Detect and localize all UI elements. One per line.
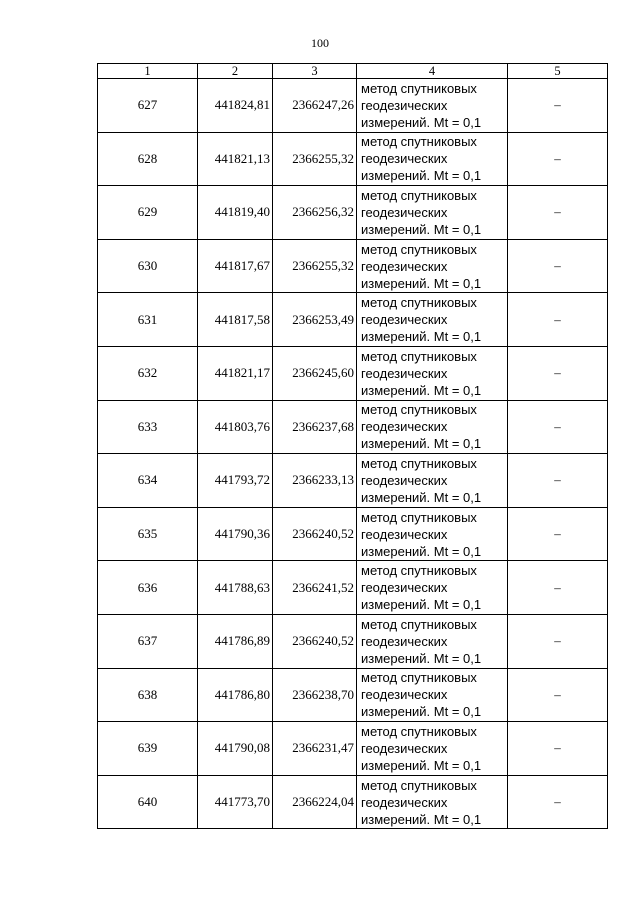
table-row [98, 454, 608, 508]
table-row [98, 293, 608, 347]
table-body [98, 79, 608, 829]
method-cell: метод спутниковых геодезических измерений. Mt = 0,1 [357, 775, 508, 829]
table-row [98, 79, 608, 133]
x-coordinate-cell: 441819,40 [198, 186, 273, 240]
x-coordinate-cell: 441821,17 [198, 346, 273, 400]
point-number-cell: 632 [98, 346, 198, 400]
y-coordinate-cell: 2366231,47 [273, 722, 357, 776]
method-cell: метод спутниковых геодезических измерений. Mt = 0,1 [357, 722, 508, 776]
page-number: 100 [311, 36, 329, 50]
x-coordinate-cell: 441773,70 [198, 775, 273, 829]
point-number-cell: 628 [98, 132, 198, 186]
note-cell: – [508, 507, 608, 561]
table-row [98, 668, 608, 722]
x-coordinate-cell: 441821,13 [198, 132, 273, 186]
method-cell: метод спутниковых геодезических измерений. Mt = 0,1 [357, 668, 508, 722]
y-coordinate-cell: 2366240,52 [273, 507, 357, 561]
column-header-4: 4 [357, 64, 508, 79]
note-cell: – [508, 561, 608, 615]
table-row [98, 186, 608, 240]
note-cell: – [508, 186, 608, 240]
coordinates-table [97, 63, 608, 829]
y-coordinate-cell: 2366253,49 [273, 293, 357, 347]
y-coordinate-cell: 2366233,13 [273, 454, 357, 508]
x-coordinate-cell: 441793,72 [198, 454, 273, 508]
column-header-1: 1 [98, 64, 198, 79]
y-coordinate-cell: 2366247,26 [273, 79, 357, 133]
point-number-cell: 634 [98, 454, 198, 508]
method-cell: метод спутниковых геодезических измерений. Mt = 0,1 [357, 454, 508, 508]
method-cell: метод спутниковых геодезических измерений. Mt = 0,1 [357, 186, 508, 240]
y-coordinate-cell: 2366241,52 [273, 561, 357, 615]
method-cell: метод спутниковых геодезических измерений. Mt = 0,1 [357, 293, 508, 347]
table-row [98, 614, 608, 668]
point-number-cell: 629 [98, 186, 198, 240]
method-cell: метод спутниковых геодезических измерений. Mt = 0,1 [357, 561, 508, 615]
table-row [98, 507, 608, 561]
point-number-cell: 633 [98, 400, 198, 454]
y-coordinate-cell: 2366240,52 [273, 614, 357, 668]
table-row [98, 400, 608, 454]
note-cell: – [508, 400, 608, 454]
note-cell: – [508, 346, 608, 400]
method-cell: метод спутниковых геодезических измерений. Mt = 0,1 [357, 132, 508, 186]
method-cell: метод спутниковых геодезических измерений. Mt = 0,1 [357, 507, 508, 561]
table-row [98, 346, 608, 400]
method-cell: метод спутниковых геодезических измерений. Mt = 0,1 [357, 346, 508, 400]
x-coordinate-cell: 441788,63 [198, 561, 273, 615]
method-cell: метод спутниковых геодезических измерений. Mt = 0,1 [357, 614, 508, 668]
note-cell: – [508, 668, 608, 722]
point-number-cell: 640 [98, 775, 198, 829]
method-cell: метод спутниковых геодезических измерений. Mt = 0,1 [357, 400, 508, 454]
note-cell: – [508, 775, 608, 829]
x-coordinate-cell: 441790,36 [198, 507, 273, 561]
point-number-cell: 635 [98, 507, 198, 561]
x-coordinate-cell: 441803,76 [198, 400, 273, 454]
note-cell: – [508, 614, 608, 668]
note-cell: – [508, 239, 608, 293]
x-coordinate-cell: 441790,08 [198, 722, 273, 776]
point-number-cell: 630 [98, 239, 198, 293]
note-cell: – [508, 454, 608, 508]
method-cell: метод спутниковых геодезических измерений. Mt = 0,1 [357, 79, 508, 133]
point-number-cell: 631 [98, 293, 198, 347]
table-row [98, 561, 608, 615]
x-coordinate-cell: 441786,89 [198, 614, 273, 668]
x-coordinate-cell: 441817,67 [198, 239, 273, 293]
x-coordinate-cell: 441786,80 [198, 668, 273, 722]
table-header [98, 64, 608, 79]
y-coordinate-cell: 2366224,04 [273, 775, 357, 829]
column-header-2: 2 [198, 64, 273, 79]
header-row [98, 64, 608, 79]
point-number-cell: 639 [98, 722, 198, 776]
note-cell: – [508, 293, 608, 347]
point-number-cell: 627 [98, 79, 198, 133]
method-cell: метод спутниковых геодезических измерений. Mt = 0,1 [357, 239, 508, 293]
y-coordinate-cell: 2366238,70 [273, 668, 357, 722]
y-coordinate-cell: 2366256,32 [273, 186, 357, 240]
note-cell: – [508, 722, 608, 776]
note-cell: – [508, 79, 608, 133]
point-number-cell: 636 [98, 561, 198, 615]
table-row [98, 239, 608, 293]
point-number-cell: 637 [98, 614, 198, 668]
y-coordinate-cell: 2366255,32 [273, 239, 357, 293]
table-row [98, 722, 608, 776]
point-number-cell: 638 [98, 668, 198, 722]
table-row [98, 132, 608, 186]
y-coordinate-cell: 2366255,32 [273, 132, 357, 186]
note-cell: – [508, 132, 608, 186]
table-row [98, 775, 608, 829]
column-header-3: 3 [273, 64, 357, 79]
y-coordinate-cell: 2366245,60 [273, 346, 357, 400]
column-header-5: 5 [508, 64, 608, 79]
x-coordinate-cell: 441824,81 [198, 79, 273, 133]
y-coordinate-cell: 2366237,68 [273, 400, 357, 454]
x-coordinate-cell: 441817,58 [198, 293, 273, 347]
